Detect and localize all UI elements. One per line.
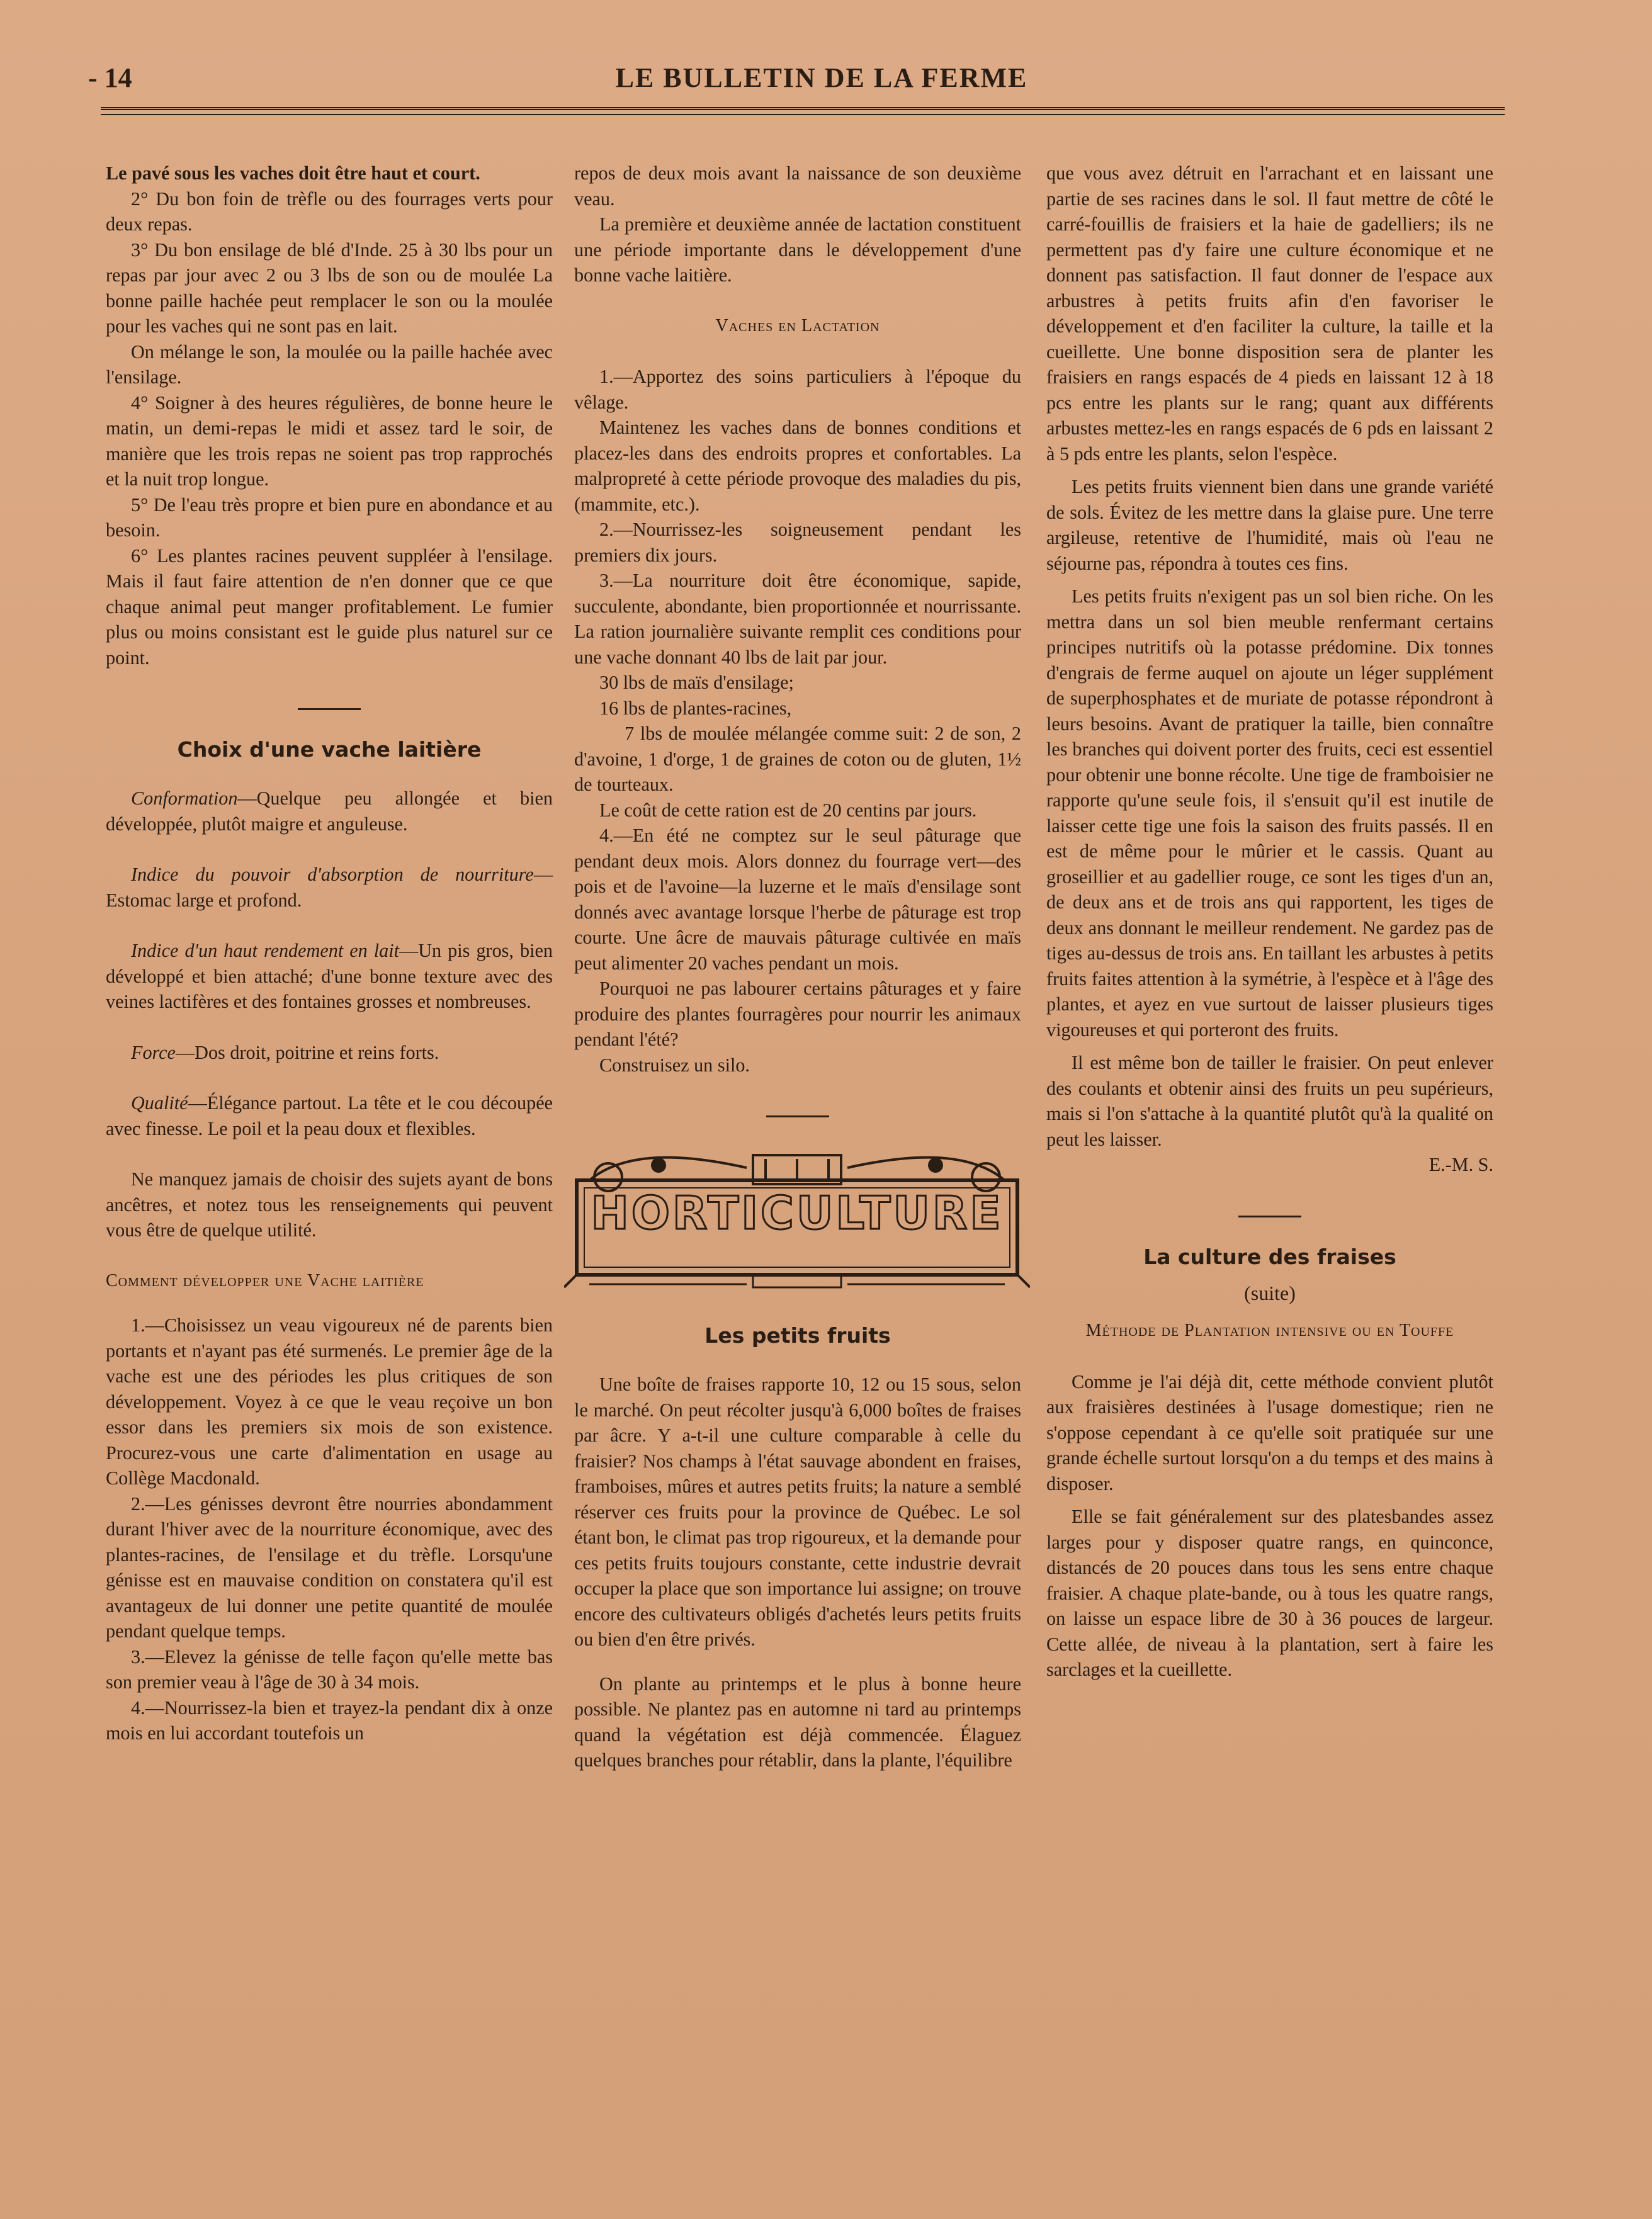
criterion-label: Indice du pouvoir d'absorption de nourriture xyxy=(131,864,534,885)
paragraph: Le pavé sous les vaches doit être haut et court. xyxy=(106,162,480,184)
paragraph: 5° De l'eau très propre et bien pure en abondance et au besoin. xyxy=(106,494,553,541)
paragraph: 4.—En été ne comptez sur le seul pâturage que pendant deux mois. Alors donnez du fourrage vert—des pois et de l'avoine—la luzerne et le maïs d'ensilage sont donnés avec avantage lorsque l'herbe de pâturage est trop courte. Une âcre de mauvais pâturage cultivée en maïs peut alimenter 20 vaches pendant un mois. xyxy=(574,825,1021,974)
paragraph: 3.—La nourriture doit être économique, sapide, succulente, abondante, bien proportionnée et nourrissante. La ration journalière suivante remplit ces conditions pour une vache donnant 40 lbs de lait par jour. xyxy=(574,570,1021,668)
criterion-label: Conformation xyxy=(131,788,238,809)
paragraph: Une boîte de fraises rapporte 10, 12 ou 15 sous, selon le marché. On peut récolter jusqu'à 6,000 boîtes de fraises par âcre. Y a-t-il une culture comparable à celle du fraisier? Nos champs à l'état sauvage abondent en fraises, framboises, mûres et autres petits fruits; la nature a semblé réserver ces fruits pour la province de Québec. Le sol étant bon, le climat pas trop rigoureux, et la demande pour ces petits fruits toujours constante, cette industrie devrait occuper la place que son importance lui assigne; on trouve encore des cultivateurs obligés d'achetés leurs petits fruits ou bien d'en être privés. xyxy=(574,1374,1021,1650)
paragraph: Pourquoi ne pas labourer certains pâturages et y faire produire des plantes fourragères pour nourrir les animaux pendant l'été? xyxy=(574,978,1021,1050)
ration-line: 30 lbs de maïs d'ensilage; xyxy=(599,672,794,693)
section-title: Les petits fruits xyxy=(704,1323,891,1348)
criterion-text: —Élégance partout. La tête et le cou découpée avec finesse. Le poil et la peau doux et flexibles. xyxy=(106,1092,553,1139)
paragraph: La première et deuxième année de lactation constituent une période importante dans le développement d'une bonne vache laitière. xyxy=(574,213,1021,286)
paragraph: 6° Les plantes racines peuvent suppléer à l'ensilage. Mais il faut faire attention de n'en donner que ce que chaque animal peut manger profitablement. Le fumier plus ou moins consistant est le guide plus naturel sur ce point. xyxy=(106,545,553,669)
subsection-title: Méthode de Plantation intensive ou en Touffe xyxy=(1085,1321,1454,1340)
criterion-text: —Dos droit, poitrine et reins forts. xyxy=(175,1041,439,1063)
paragraph: Les petits fruits n'exigent pas un sol bien riche. On les mettra dans un sol bien meuble renfermant certains principes nutritifs où la potasse prédomine. Dix tonnes d'engrais de ferme auquel on ajoute un léger supplément de superphosphates et de muriate de potasse répondront à leurs besoins. Avant de pratiquer la taille, bien connaître les branches qui doivent porter des fruits, ceci est essentiel pour obtenir une bonne récolte. Une tige de framboisier ne rapporte qu'une seule fois, il s'ensuit qu'il est inutile de laisser cette tige une fois la saison des fruits passés. Il en est de même pour le mûrier et le cassis. Quant au groseillier et au gadellier rouge, ce sont les tiges d'un an, de deux ans et de trois ans qui rapportent, les tiges de deux ans donnant le meilleur rendement. Ne gardez pas de tiges au-dessus de trois ans. En taillant les arbustes à petits fruits faites attention à la symétrie, à l'espèce et à l'âge des plantes, et ayez en vue surtout de laisser plusieurs tiges vigoureuses et qui porteront des fruits. xyxy=(1046,585,1493,1041)
publication-title: LE BULLETIN DE LA FERME xyxy=(615,62,1028,93)
paragraph: 2.—Nourrissez-les soigneusement pendant les premiers dix jours. xyxy=(574,519,1021,566)
section-separator xyxy=(766,1115,829,1117)
criterion-text: —Quelque peu allongée et bien développée, plutôt maigre et anguleuse. xyxy=(106,788,553,835)
paragraph: 4° Soigner à des heures régulières, de bonne heure le matin, un demi-repas le midi et assez tard le soir, de manière que les trois repas ne soient pas trop rapprochés et la nuit trop longue. xyxy=(106,392,553,490)
paragraph: 1.—Choisissez un veau vigoureux né de parents bien portants et n'ayant pas été surmenés. Le premier âge de la vache est une des périodes les plus critiques de son développement. Voyez à ce que le veau reçoive un bon essor dans les premiers six mois de son existence. Procurez-vous une carte d'alimentation en usage au Collège Macdonald. xyxy=(106,1314,553,1489)
horticulture-banner xyxy=(564,1143,1030,1300)
paragraph: Elle se fait généralement sur des platesbandes assez larges pour y disposer quatre rangs, en quinconce, distancés de 20 pouces dans tous les sens entre chaque fraisier. A chaque plate-bande, ou à tous les quatre rangs, on laisse un espace libre de 30 à 36 pouces de largeur. Cette allée, de niveau à la plantation, sert à faire les sarclages et la cueillette. xyxy=(1046,1506,1493,1680)
banner-title: HORTICULTURE xyxy=(591,1187,1004,1239)
page-header xyxy=(88,62,1555,106)
paragraph: Construisez un silo. xyxy=(599,1054,750,1076)
criterion-text: —Estomac large et profond. xyxy=(106,864,553,911)
subsection-title: Comment développer une Vache laitière xyxy=(106,1270,424,1290)
criterion-conformation xyxy=(106,786,553,837)
column-1 xyxy=(106,161,553,1746)
section-separator xyxy=(1238,1216,1301,1217)
criterion-label: Indice d'un haut rendement en lait xyxy=(131,940,400,961)
column-3 xyxy=(1046,161,1493,1683)
criterion-absorption xyxy=(106,862,553,913)
paragraph: Le coût de cette ration est de 20 centins par jours. xyxy=(599,799,977,821)
paragraph: 4.—Nourrissez-la bien et trayez-la pendant dix à onze mois en lui accordant toutefois un xyxy=(106,1697,553,1744)
ration-line: 7 lbs de moulée mélangée comme suit: 2 de son, 2 d'avoine, 1 d'orge, 1 de graines de coton ou de gluten, 1½ de tourteaux. xyxy=(574,723,1021,795)
section-separator xyxy=(298,708,361,710)
paragraph: Comme je l'ai déjà dit, cette méthode convient plutôt aux fraisières destinées à l'usage domestique; rien ne s'oppose cependant à ce qu'elle soit pratiquée sur une grande échelle surtout lorsqu'on a du temps et des mains à disposer. xyxy=(1046,1370,1493,1494)
criterion-label: Force xyxy=(131,1041,176,1063)
page-number: - 14 xyxy=(88,62,132,93)
criterion-rendement xyxy=(106,938,553,1015)
paragraph: On mélange le son, la moulée ou la paille hachée avec l'ensilage. xyxy=(106,341,553,388)
paragraph: Il est même bon de tailler le fraisier. On peut enlever des coulants et obtenir ainsi des fruits un peu supérieurs, mais si l'on s'attache à la quantité plutôt qu'à la qualité on peut les laisser. xyxy=(1046,1052,1493,1150)
paragraph: On plante au printemps et le plus à bonne heure possible. Ne plantez pas en automne ni tard au printemps quand la végétation est déjà commencée. Élaguez quelques branches pour rétablir, dans la plante, l'équilibre xyxy=(574,1673,1021,1771)
paragraph: Maintenez les vaches dans de bonnes conditions et placez-les dans des endroits propres et confortables. La malpropreté à cette période provoque des maladies du pis, (mammite, etc.). xyxy=(574,417,1021,515)
subsection-title: Vaches en Lactation xyxy=(715,315,880,336)
paragraph: 1.—Apportez des soins particuliers à l'époque du vêlage. xyxy=(574,366,1021,413)
criterion-qualite xyxy=(106,1090,553,1141)
header-rule xyxy=(101,107,1505,115)
criterion-force xyxy=(106,1040,553,1066)
paragraph: Les petits fruits viennent bien dans une grande variété de sols. Évitez de les mettre dans la glaise pure. Une terre argileuse, retentive de l'humidité, mais où l'eau ne séjourne pas, répondra à toutes ces fins. xyxy=(1046,476,1493,574)
paragraph: 3° Du bon ensilage de blé d'Inde. 25 à 30 lbs pour un repas par jour avec 2 ou 3 lbs de son ou de moulée La bonne paille hachée peut remplacer le son ou la moulée pour les vaches qui ne sont pas en lait. xyxy=(106,239,553,337)
section-title: Choix d'une vache laitière xyxy=(177,737,482,762)
paragraph: Ne manquez jamais de choisir des sujets ayant de bons ancêtres, et notez tous les renseignements qui peuvent vous être de quelque utilité. xyxy=(106,1168,553,1241)
author-signature: E.-M. S. xyxy=(1429,1154,1493,1175)
paragraph: repos de deux mois avant la naissance de son deuxième veau. xyxy=(574,162,1021,210)
paragraph: que vous avez détruit en l'arrachant et en laissant une partie de ses racines dans le sol. Il faut mettre de côté le carré-fouillis de fraisiers et la haie de gadelliers; ils ne permettent pas d'y faire une culture économique et ne donnent pas satisfaction. Il faut donner de l'espace aux arbustres à petits fruits afin d'en favoriser le développement et d'en faciliter la culture, la taille et la cueillette. Une bonne disposition sera de planter les fraisiers en rangs espacés de 4 pieds en laissant 12 à 18 pcs entre les plants sur le rang; quant aux différents arbustes mettez-les en rangs espacés de 6 pds en laissant 2 à 5 pds entre les plants, selon l'espèce. xyxy=(1046,162,1493,465)
paragraph: 2° Du bon foin de trèfle ou des fourrages verts pour deux repas. xyxy=(106,188,553,235)
criterion-text: —Un pis gros, bien développé et bien attaché; d'une bonne texture avec des veines lactifères et des fontaines grosses et nombreuses. xyxy=(106,940,553,1012)
section-title: La culture des fraises xyxy=(1143,1244,1396,1269)
paragraph: 2.—Les génisses devront être nourries abondamment durant l'hiver avec de la nourriture économique, avec des plantes-racines, de l'ensilage et du trèfle. Lorsqu'une génisse est en mauvaise condition on constatera qu'il est avantageux de lui donner une petite quantité de moulée pendant quelque temps. xyxy=(106,1493,553,1642)
section-subtitle: (suite) xyxy=(1244,1281,1296,1304)
ration-line: 16 lbs de plantes-racines, xyxy=(599,697,792,719)
column-2 xyxy=(574,161,1021,1773)
paragraph: 3.—Elevez la génisse de telle façon qu'elle mette bas son premier veau à l'âge de 30 à 34 mois. xyxy=(106,1646,553,1693)
criterion-label: Qualité xyxy=(131,1092,188,1114)
